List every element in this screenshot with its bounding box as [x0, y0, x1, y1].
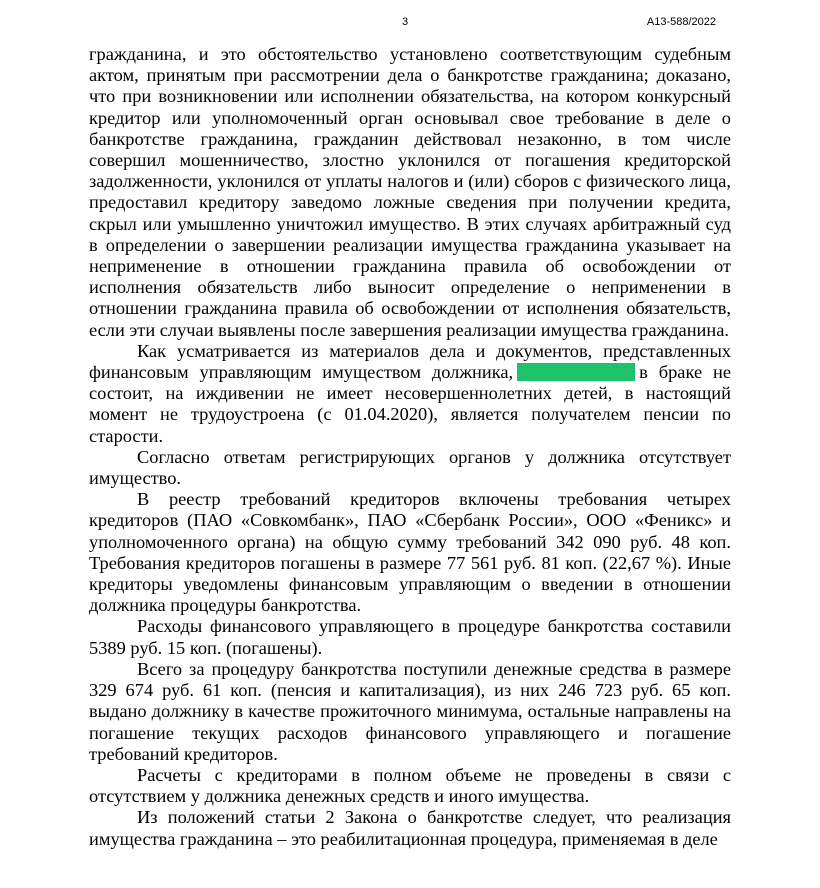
page-number: 3 — [402, 16, 409, 28]
paragraph-creditors-register: В реестр требований кредиторов включены требования четырех кредиторов (ПАО «Совкомбанк», ПАО «Сбербанк России», ООО «Феникс» и уполномоченного органа) на общую сумму требований 342 090 руб. 48 коп. Требования кредиторов погашены в размере 77 561 руб. 81 коп. (22,67 %). Иные кредиторы уведомлены финансовым управляющим о введении в отношении должника процедуры банкротства. — [89, 489, 731, 616]
case-number: А13-588/2022 — [646, 16, 716, 28]
paragraph-text: Как усматривается из материалов дела и документов, представленных финансовым управляющим имуществом должника, — [89, 340, 731, 383]
page-header — [0, 14, 820, 34]
paragraph-manager-expenses: Расходы финансового управляющего в процедуре банкротства составили 5389 руб. 15 коп. (погашены). — [89, 616, 731, 658]
paragraph-debtor-status — [89, 341, 731, 447]
paragraph-property: Согласно ответам регистрирующих органов у должника отсутствует имущество. — [89, 446, 731, 489]
document-body — [89, 44, 731, 850]
paragraph-settlements: Расчеты с кредиторами в полном объеме не проведены в связи с отсутствием у должника денежных средств и иного имущества. — [89, 764, 731, 807]
redacted-debtor-name — [517, 363, 635, 381]
paragraph-law-reference: Из положений статьи 2 Закона о банкротстве следует, что реализация имущества гражданина – это реабилитационная процедура, применяемая в деле — [89, 807, 731, 849]
paragraph-continued: гражданина, и это обстоятельство установлено соответствующим судебным актом, принятым при рассмотрении дела о банкротстве гражданина; доказано, что при возникновении или исполнении обязательства, на котором конкурсный кредитор или уполномоченный орган основывал свое требование в деле о банкротстве гражданина, гражданин действовал незаконно, в том числе совершил мошенничество, злостно уклонился от погашения кредиторской задолженности, уклонился от уплаты налогов и (или) сборов с физического лица, предоставил кредитору заведомо ложные сведения при получении кредита, скрыл или умышленно уничтожил имущество. В этих случаях арбитражный суд в определении о завершении реализации имущества гражданина указывает на неприменение в отношении гражданина правила об освобождении от исполнения обязательств либо выносит определение о неприменении в отношении гражданина правила об освобождении от исполнения обязательств, если эти случаи выявлены после завершения реализации имущества гражданина. — [89, 44, 731, 340]
paragraph-text: в браке не состоит, на иждивении не имеет несовершеннолетних детей, в настоящий момент не трудоустроена (с 01.04.2020), является получателем пенсии по старости. — [89, 362, 731, 446]
paragraph-funds-received: Всего за процедуру банкротства поступили денежные средства в размере 329 674 руб. 61 коп. (пенсия и капитализация), из них 246 723 руб. 65 коп. выдано должнику в качестве прожиточного минимума, остальные направлены на погашение текущих расходов финансового управляющего и погашение требований кредиторов. — [89, 658, 731, 764]
